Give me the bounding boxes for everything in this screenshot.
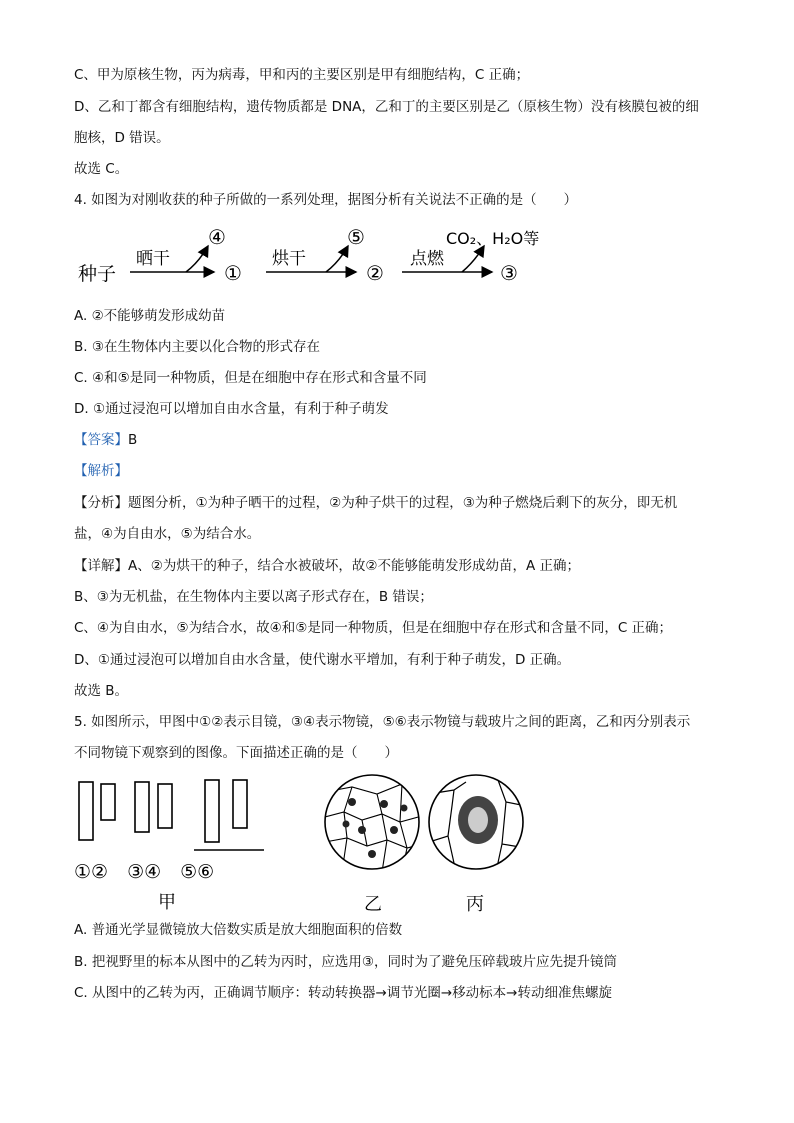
q4-option-b: B. ③在生物体内主要以化合物的形式存在 <box>74 339 320 355</box>
q4-option-a: A. ②不能够萌发形成幼苗 <box>74 308 226 324</box>
xiangjie-text-a: A、②为烘干的种子，结合水被破坏，故②不能够能萌发形成幼苗，A 正确； <box>128 558 580 574</box>
fenxi-line-2: 盐，④为自由水，⑤为结合水。 <box>74 526 261 542</box>
res1-label: ① <box>224 261 242 285</box>
q5-option-a: A. 普通光学显微镜放大倍数实质是放大细胞面积的倍数 <box>74 922 403 938</box>
label-jia: 甲 <box>158 892 176 913</box>
p3: 故选 C。 <box>74 161 129 177</box>
answer-tag: 【答案】 <box>74 432 128 448</box>
label-yi: 乙 <box>364 894 382 915</box>
res2-label: ② <box>366 261 384 285</box>
answer-line <box>74 430 137 450</box>
q4-option-c: C. ④和⑤是同一种物质，但是在细胞中存在形式和含量不同 <box>74 370 427 386</box>
seed-process-diagram <box>74 222 594 294</box>
view-bing <box>426 772 526 917</box>
view-yi <box>322 772 422 917</box>
q4-stem: 4. 如图为对刚收获的种子所做的一系列处理，据图分析有关说法不正确的是（ ） <box>74 192 578 208</box>
fenxi-text-a: 题图分析，①为种子晒干的过程，②为种子烘干的过程，③为种子燃烧后剩下的灰分，即无机 <box>128 495 678 511</box>
fenxi-tag: 【分析】 <box>74 495 128 511</box>
p2a: D、乙和丁都含有细胞结构，遗传物质都是 DNA，乙和丁的主要区别是乙（原核生物）没有核膜包被的细 <box>74 99 699 115</box>
analysis-tag: 【解析】 <box>74 463 128 479</box>
xiangjie-line-c: C、④为自由水，⑤为结合水，故④和⑤是同一种物质，但是在细胞中存在形式和含量不同，C 正确； <box>74 620 673 636</box>
out1-label: ④ <box>208 225 226 249</box>
step2-label: 烘干 <box>272 249 306 269</box>
q5-option-c: C. 从图中的乙转为丙，正确调节顺序：转动转换器→调节光圈→移动标本→转动细准焦螺旋 <box>74 985 612 1001</box>
step1-label: 晒干 <box>136 249 170 269</box>
p1: C、甲为原核生物，丙为病毒，甲和丙的主要区别是甲有细胞结构，C 正确； <box>74 67 530 83</box>
seed-label: 种子 <box>78 263 117 285</box>
answer-value: B <box>128 432 138 448</box>
res3-label: ③ <box>500 261 518 285</box>
q4-option-d: D. ①通过浸泡可以增加自由水含量，有利于种子萌发 <box>74 401 389 417</box>
xiangjie-tag: 【详解】 <box>74 558 128 574</box>
label-bing: 丙 <box>466 894 484 915</box>
out2-label: ⑤ <box>347 225 365 249</box>
lens-diagram <box>74 772 274 917</box>
xiangjie-line-d: D、①通过浸泡可以增加自由水含量，使代谢水平增加，有利于种子萌发，D 正确。 <box>74 652 571 668</box>
p2b: 胞核，D 错误。 <box>74 130 170 146</box>
q4-choose: 故选 B。 <box>74 683 129 699</box>
q5-stem-b: 不同物镜下观察到的图像。下面描述正确的是（ ） <box>74 745 398 761</box>
lens-labels: ①② ③④ ⑤⑥ <box>74 861 215 883</box>
step3-label: 点燃 <box>410 249 444 269</box>
xiangjie-line-a <box>74 556 580 576</box>
analysis-heading <box>74 461 128 481</box>
q5-stem-a: 5. 如图所示，甲图中①②表示目镜，③④表示物镜，⑤⑥表示物镜与载玻片之间的距离，乙和丙分别表示 <box>74 714 691 730</box>
fenxi-line-1 <box>74 493 677 513</box>
out3-label: CO₂、H₂O等 <box>446 229 540 248</box>
q5-option-b: B. 把视野里的标本从图中的乙转为丙时，应选用③，同时为了避免压碎载玻片应先提升镜筒 <box>74 954 617 970</box>
xiangjie-line-b: B、③为无机盐，在生物体内主要以离子形式存在，B 错误； <box>74 589 433 605</box>
